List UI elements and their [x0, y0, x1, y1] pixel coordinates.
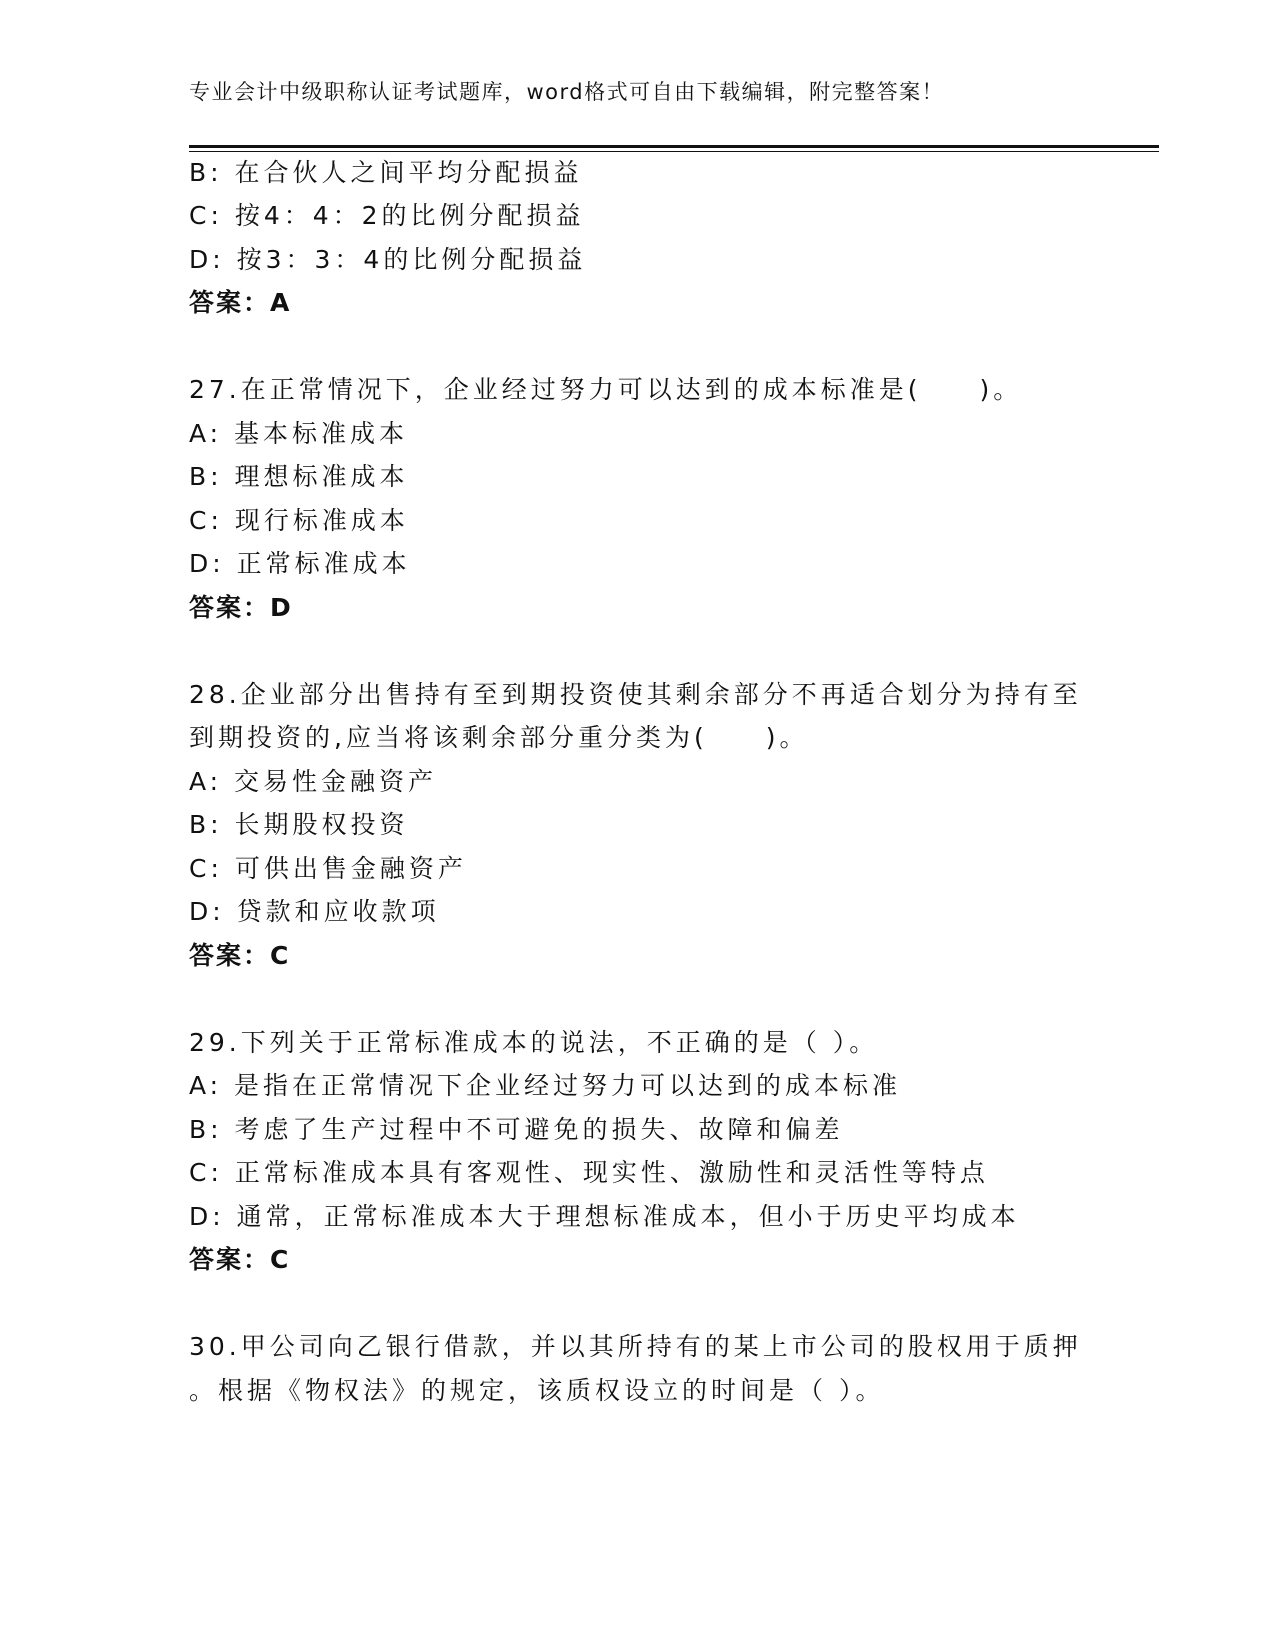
q26-option-d: D: 按3：3：4的比例分配损益	[189, 245, 587, 274]
q26-option-c: C: 按4：4：2的比例分配损益	[189, 201, 585, 230]
q27-answer: 答案：D	[189, 593, 293, 622]
q27-option-a: A: 基本标准成本	[189, 419, 409, 448]
page-header: 专业会计中级职称认证考试题库，word格式可自由下载编辑，附完整答案！	[189, 80, 945, 104]
q27-option-c: C: 现行标准成本	[189, 506, 409, 535]
header-rule-thick	[189, 145, 1159, 148]
q28-stem-line1: 28.企业部分出售持有至到期投资使其剩余部分不再适合划分为持有至	[189, 680, 1082, 709]
q28-option-a: A: 交易性金融资产	[189, 767, 438, 796]
q30-stem-line1: 30.甲公司向乙银行借款，并以其所持有的某上市公司的股权用于质押	[189, 1332, 1082, 1361]
q29-option-a: A: 是指在正常情况下企业经过努力可以达到的成本标准	[189, 1071, 902, 1100]
q27-option-d: D: 正常标准成本	[189, 549, 411, 578]
q28-option-c: C: 可供出售金融资产	[189, 854, 467, 883]
q29-option-b: B: 考虑了生产过程中不可避免的损失、故障和偏差	[189, 1115, 844, 1144]
q29-option-c: C: 正常标准成本具有客观性、现实性、激励性和灵活性等特点	[189, 1158, 989, 1187]
q28-answer: 答案：C	[189, 941, 291, 970]
q28-stem-line2: 到期投资的,应当将该剩余部分重分类为( )。	[189, 723, 809, 752]
q28-option-d: D: 贷款和应收款项	[189, 897, 440, 926]
q26-answer: 答案：A	[189, 288, 292, 317]
q30-stem-line2: 。根据《物权法》的规定，该质权设立的时间是（ ）。	[189, 1376, 885, 1405]
q27-option-b: B: 理想标准成本	[189, 462, 409, 491]
q26-option-b: B: 在合伙人之间平均分配损益	[189, 158, 583, 187]
q29-answer: 答案：C	[189, 1245, 291, 1274]
q29-option-d: D: 通常，正常标准成本大于理想标准成本，但小于历史平均成本	[189, 1202, 1020, 1231]
q29-stem: 29.下列关于正常标准成本的说法，不正确的是（ ）。	[189, 1028, 879, 1057]
q27-stem: 27.在正常情况下，企业经过努力可以达到的成本标准是( )。	[189, 375, 1023, 404]
q28-option-b: B: 长期股权投资	[189, 810, 409, 839]
header-rule-thin	[189, 151, 1159, 152]
